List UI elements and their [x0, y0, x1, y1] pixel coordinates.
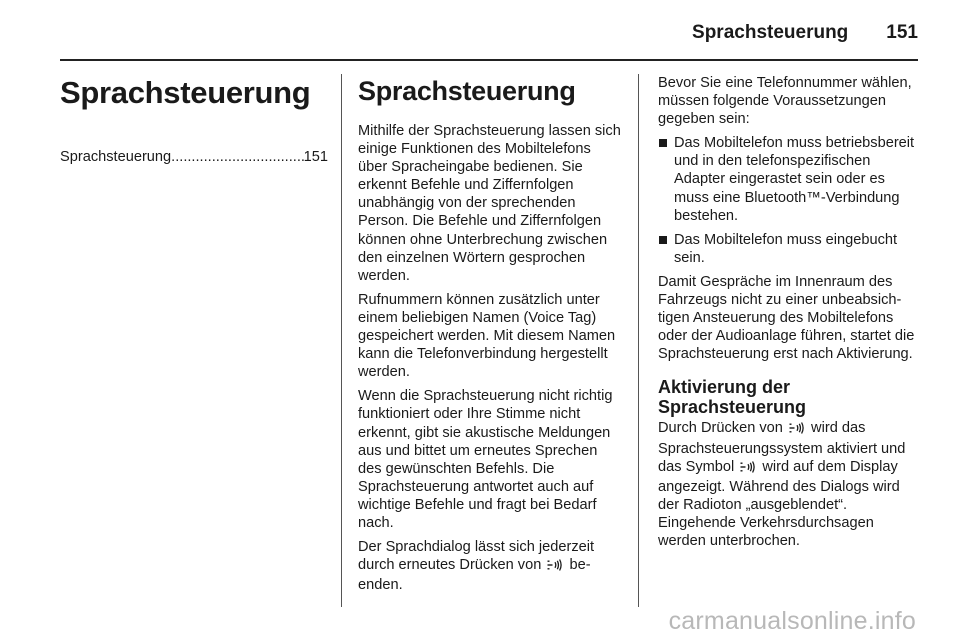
header-rule [60, 59, 918, 61]
running-header [692, 22, 918, 44]
subsection-title: Aktivierung der Sprachsteuerung [658, 377, 807, 418]
running-header-title: Sprachsteuerung [692, 22, 849, 43]
toc-leader-dots [171, 148, 303, 166]
toc-entry[interactable] [60, 148, 328, 166]
paragraph: Mithilfe der Sprachsteuerung lassen sich einige Funktionen des Mobiltelefons über Spracheingabe bedienen. Sie erkennt Befehle und Ziffernfolgen unabhängig von der sprechenden Person. Die Befehle und Ziffernfolgen können ohne Unterbrechung zwischen den einzelnen Wörtern gesprochen werden. [358, 123, 621, 284]
paragraph: Bevor Sie eine Telefonnummer wählen, müssen folgende Voraussetzungen gegeben sein: [658, 75, 912, 128]
voice-control-icon [547, 558, 563, 576]
paragraph [358, 538, 624, 594]
paragraph [658, 419, 921, 550]
paragraph: Wenn die Sprachsteuerung nicht richtig funktioniert oder Ihre Stimme nicht erkennt, gibt sie akustische Meldungen aus und bittet um erneutes Sprechen des gewünschten Befehls. Die Sprachsteuerung antwortet auch auf wichtige Befehle und fragt bei Bedarf nach. [358, 388, 613, 531]
bullet-item: Das Mobiltelefon muss eingebucht sein. [658, 231, 921, 267]
content-column-2 [658, 74, 921, 556]
column-divider-1 [341, 74, 342, 607]
toc-column [60, 76, 328, 166]
section-title: Sprachsteuerung [358, 76, 576, 106]
voice-control-icon [740, 460, 756, 478]
paragraph-text: beenden. [358, 557, 591, 594]
bullet-item: Das Mobiltelefon muss betriebsbereit und in den telefonspezifischen Adapter eingerastet sein oder es muss eine Bluetooth™-Verbindung bestehen. [658, 134, 921, 224]
bullet-list [658, 134, 921, 267]
paragraph-text: Durch Drücken von [658, 420, 783, 437]
toc-entry-page: 151 [303, 149, 328, 165]
paragraph-text: wird auf dem Display angezeigt. Während des Dialogs wird der Radioton „ausgeblendet“. Eingehende Verkehrsdurchsagen werden unterbrochen. [658, 458, 900, 549]
paragraph-text: Der Sprachdialog lässt sich jederzeit durch erneutes Drücken von [358, 539, 595, 574]
watermark: carmanualsonline.info [668, 607, 916, 635]
voice-control-icon [789, 421, 805, 439]
page-number: 151 [886, 22, 918, 43]
chapter-title: Sprachsteuerung [60, 75, 311, 110]
paragraph: Rufnummern können zusätzlich unter einem beliebigen Namen (Voice Tag) gespeichert werden. Mit diesem Namen kann die Telefonverbindung hergestellt werden. [358, 291, 616, 381]
column-divider-2 [638, 74, 639, 607]
paragraph-text: wird das Sprachsteuerungssystem aktiviert und das Symbol [658, 420, 906, 475]
toc-entry-label: Sprachsteuerung [60, 149, 172, 165]
paragraph: Damit Gespräche im Innenraum des Fahrzeugs nicht zu einer unbeabsichtigen Ansteuerung des Mobiltelefons oder der Audioanlage führen, startet die Sprachsteuerung erst nach Aktivierung. [658, 273, 915, 363]
content-column-1 [358, 76, 624, 600]
